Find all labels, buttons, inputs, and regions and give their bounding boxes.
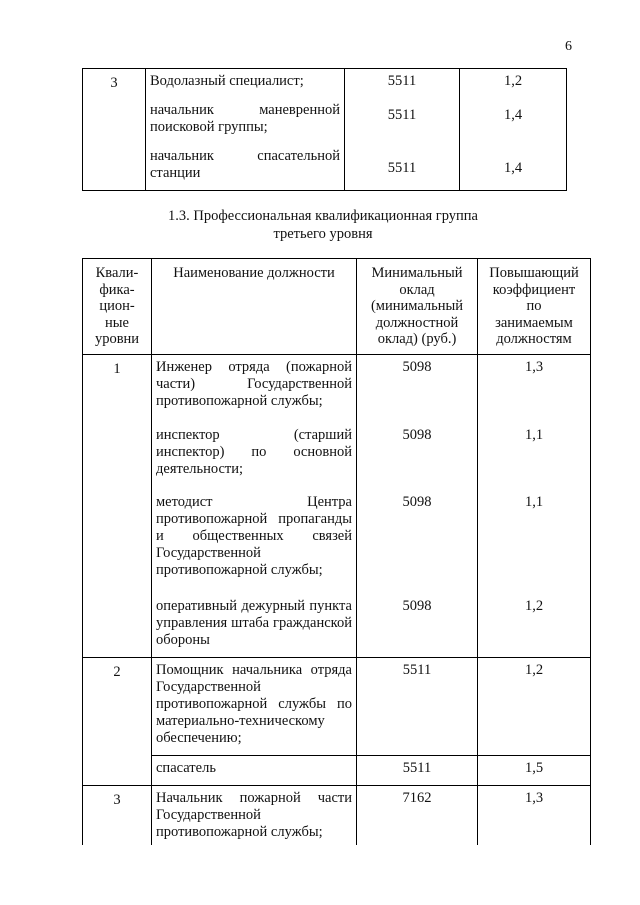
coefficient-value: 1,2 [503,73,523,89]
header-level: Квали- фика- цион- ные уровни [83,259,152,355]
coefficient-value: 1,5 [524,759,544,776]
salary-table [82,258,591,845]
coefficient-cell [478,657,591,755]
qualification-level: 2 [83,657,152,785]
section-title: 1.3. Профессиональная квалификационная группа третьего уровня [168,208,478,242]
salary-cell [357,354,478,657]
coefficient-value: 1,2 [524,597,544,614]
position-name: начальник маневренной поисковой группы; [150,102,340,135]
salary-cell [345,69,460,191]
salary-value: 5098 [402,597,432,614]
coefficient-value: 1,3 [524,358,544,375]
salary-value: 5511 [402,661,432,678]
position-name: Помощник начальника отряда Государственной противопожарной службы по материально-техническому обеспечению; [156,661,352,746]
position-name: оперативный дежурный пункта управления штаба гражданской обороны [156,597,352,648]
position-cell [146,69,345,191]
salary-cell [357,657,478,755]
position-cell [152,657,357,755]
coefficient-value: 1,1 [524,493,544,510]
salary-value: 5511 [387,160,417,176]
position-name: Водолазный специалист; [150,73,304,89]
table-row [83,755,591,785]
table-row [83,69,567,191]
table-row [83,657,591,755]
qualification-level: 3 [83,785,152,845]
coefficient-value: 1,2 [524,661,544,678]
qualification-level: 3 [83,69,146,191]
coefficient-value: 1,3 [524,789,544,806]
salary-value: 5098 [402,358,432,375]
qualification-level: 1 [83,354,152,657]
table-row [83,785,591,845]
salary-value: 7162 [402,789,432,806]
header-salary: Минимальный оклад (минимальный должностной оклад) (руб.) [357,259,478,355]
salary-cell [357,785,478,845]
coefficient-value: 1,1 [524,426,544,443]
position-cell [152,755,357,785]
header-position: Наименование должности [152,259,357,355]
coefficient-cell [460,69,567,191]
salary-cell [357,755,478,785]
position-cell [152,354,357,657]
salary-value: 5511 [387,107,417,123]
coefficient-value: 1,4 [503,160,523,176]
salary-value: 5511 [402,759,432,776]
salary-value: 5098 [402,426,432,443]
coefficient-value: 1,4 [503,107,523,123]
salary-value: 5098 [402,493,432,510]
position-cell [152,785,357,845]
salary-value: 5511 [387,73,417,89]
position-name: спасатель [156,759,216,776]
coefficient-cell [478,785,591,845]
position-name: инспектор (старший инспектор) по основной деятельности; [156,426,352,477]
header-coefficient: Повышающий коэффициент по занимаемым должностям [478,259,591,355]
table-header-row [83,259,591,355]
table-row [83,354,591,657]
position-name: Инженер отряда (пожарной части) Государственной противопожарной службы; [156,358,352,409]
position-name: методист Центра противопожарной пропаганды и общественных связей Государственной противопожарной службы; [156,493,352,578]
coefficient-cell [478,755,591,785]
coefficient-cell [478,354,591,657]
position-name: начальник спасательной станции [150,148,340,181]
position-name: Начальник пожарной части Государственной противопожарной службы; [156,789,352,840]
page-number: 6 [565,39,572,54]
continuation-table [82,68,567,191]
